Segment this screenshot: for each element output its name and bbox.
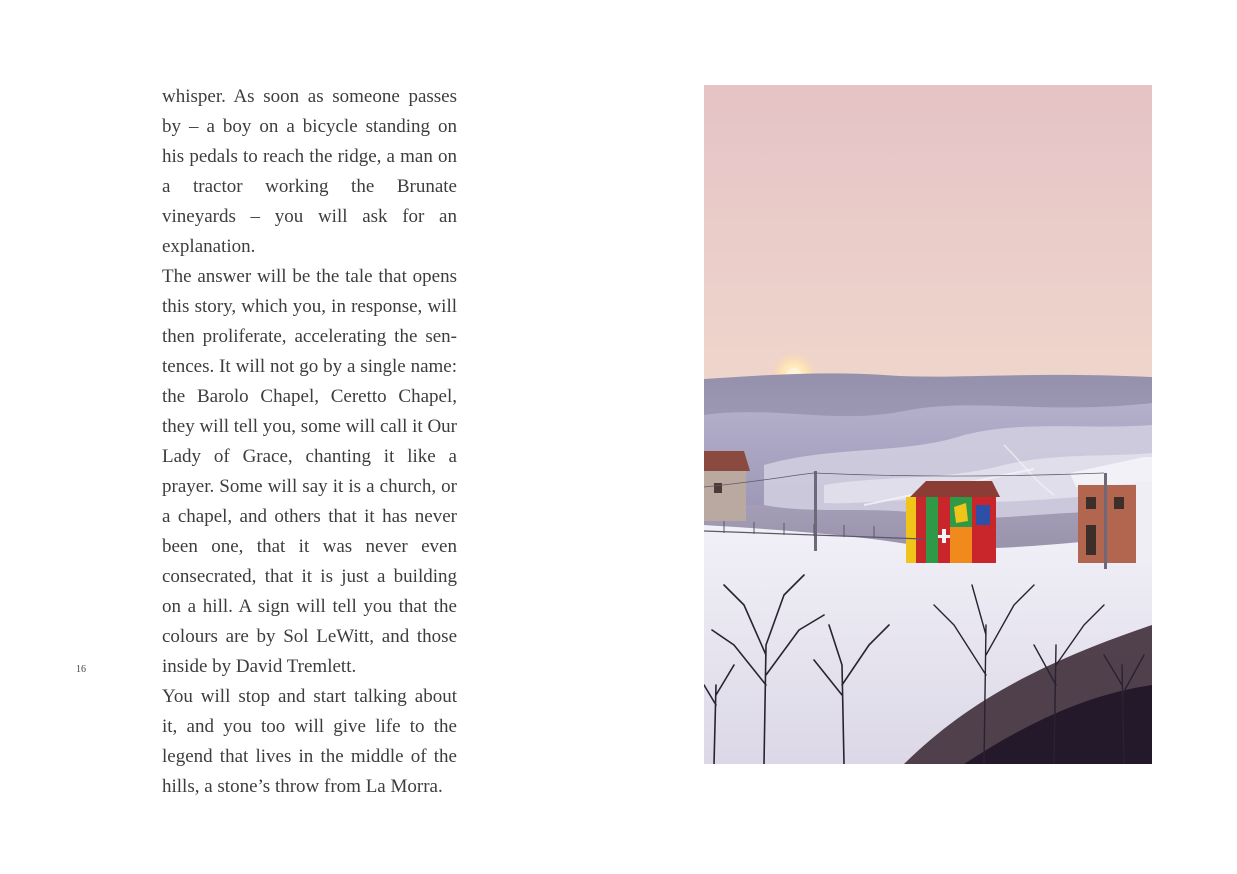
body-text xyxy=(162,82,457,802)
page-number: 16 xyxy=(76,664,86,675)
paragraph-1: whisper. As soon as someone passes by – a boy on a bicycle standing on his pedals to reach the ridge, a man on a tractor working the Brunate vineyards – you will ask for an explanation. xyxy=(162,86,457,257)
chapel-photograph xyxy=(704,85,1152,764)
chapel xyxy=(906,481,1000,563)
paragraph-3: You will stop and start talking about it, and you too will give life to the legend that lives in the middle of the hills, a stone’s throw from La Morra. xyxy=(162,686,457,797)
chapel-photo-illustration xyxy=(704,85,1152,764)
paragraph-2: The answer will be the tale that opens this story, which you, in response, will then proliferate, accelerating the sentences. It will not go by a single name: the Barolo Chapel, Ceretto Chapel, they will tell you, some will call it Our Lady of Grace, chanting it like a prayer. Some will say it is a church, or a chapel, and others that it has never been one, that it was never even consecrated, that it is just a building on a hill. A sign will tell you that the colours are by Sol LeWitt, and those inside by David Tremlett. xyxy=(162,266,457,677)
